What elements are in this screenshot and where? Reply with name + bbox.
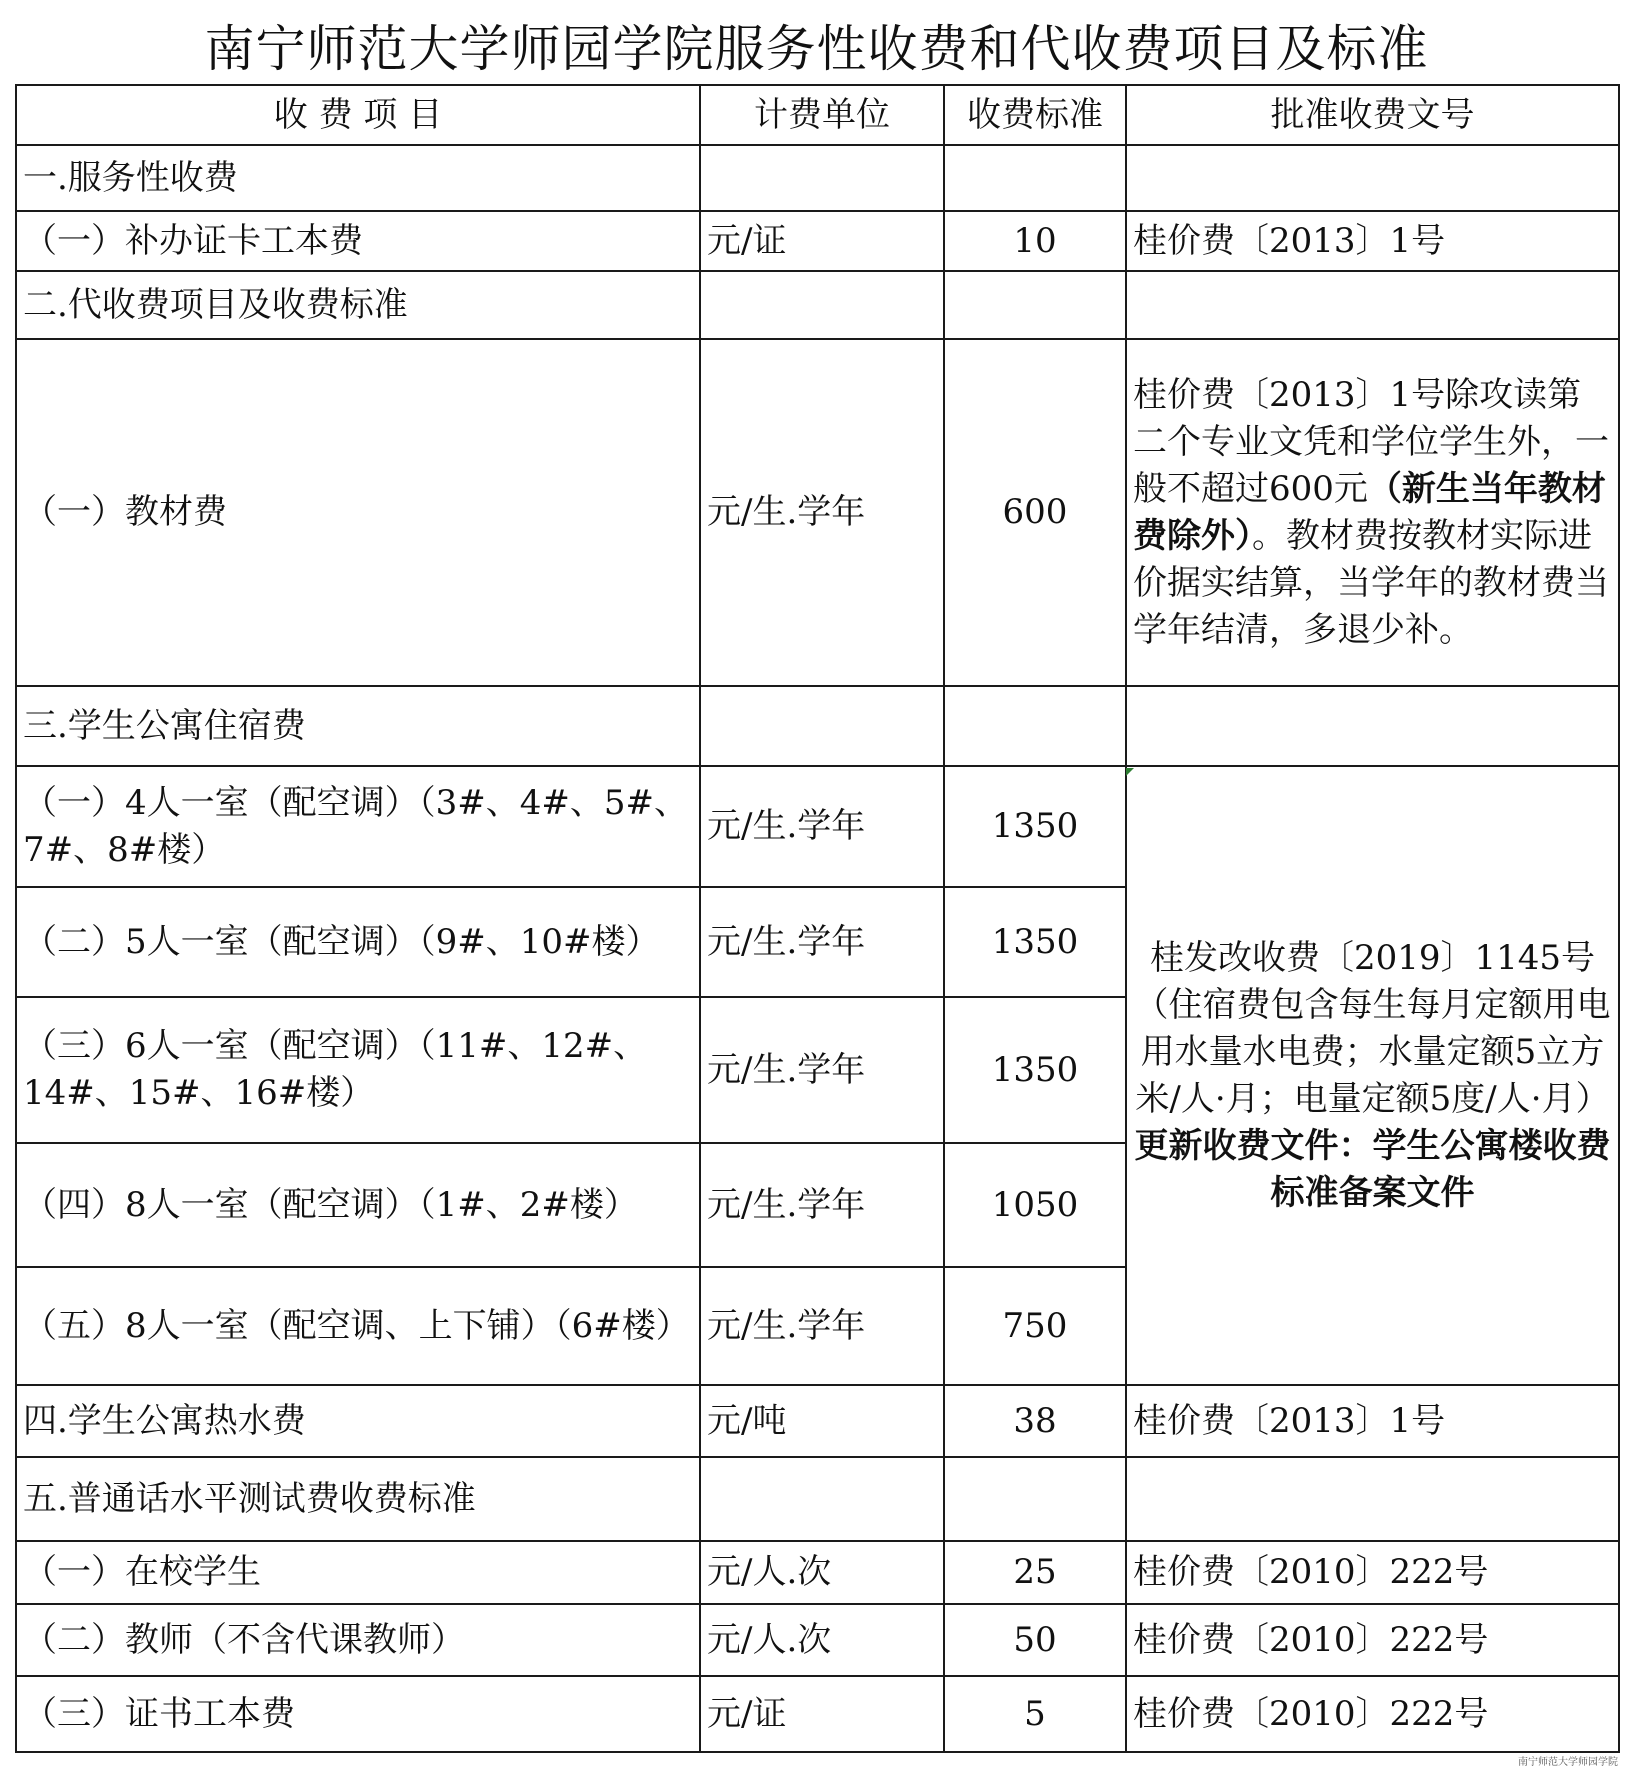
- table-row: [16, 339, 1619, 686]
- table-row: [16, 145, 1619, 211]
- table-row: [16, 1676, 1619, 1752]
- unit-cell: 元/人.次: [700, 1604, 944, 1676]
- dormitory-document-cell: [1126, 766, 1619, 1385]
- standard-cell: 38: [944, 1385, 1126, 1457]
- table-row: [16, 211, 1619, 271]
- item-cell: （三）6人一室（配空调）（11#、12#、14#、15#、16#楼）: [16, 997, 700, 1143]
- item-cell: （二）教师（不含代课教师）: [16, 1604, 700, 1676]
- header-standard: 收费标准: [944, 85, 1126, 145]
- item-cell: （一）4人一室（配空调）（3#、4#、5#、7#、8#楼）: [16, 766, 700, 887]
- section-title: 五.普通话水平测试费收费标准: [16, 1457, 700, 1541]
- table-row: [16, 1541, 1619, 1604]
- document-text: 桂发改收费〔2019〕1145号（住宿费包含每生每月定额用电用水量水电费；水量定额5立方米/人·月；电量定额5度/人·月）: [1134, 937, 1611, 1119]
- item-cell: （一）在校学生: [16, 1541, 700, 1604]
- document-emphasis: 更新收费文件：学生公寓楼收费标准备案文件: [1134, 1125, 1611, 1213]
- item-cell: （一）教材费: [16, 339, 700, 686]
- header-document: 批准收费文号: [1126, 85, 1619, 145]
- table-header-row: [16, 85, 1619, 145]
- unit-cell: 元/生.学年: [700, 1267, 944, 1385]
- unit-cell: 元/吨: [700, 1385, 944, 1457]
- table-row: [16, 1457, 1619, 1541]
- document-cell: 桂价费〔2010〕222号: [1126, 1541, 1619, 1604]
- unit-cell: 元/证: [700, 1676, 944, 1752]
- document-cell: 桂价费〔2010〕222号: [1126, 1604, 1619, 1676]
- document-cell: 桂价费〔2013〕1号: [1126, 211, 1619, 271]
- standard-cell: 5: [944, 1676, 1126, 1752]
- section-title: 二.代收费项目及收费标准: [16, 271, 700, 339]
- document-text: 。教材费按教材实际进价据实结算，当学年的教材费当学年结清，多退少补。: [1133, 515, 1609, 650]
- section-title: 四.学生公寓热水费: [16, 1385, 700, 1457]
- header-unit: 计费单位: [700, 85, 944, 145]
- document-cell: 桂价费〔2013〕1号: [1126, 1385, 1619, 1457]
- section-title: 一.服务性收费: [16, 145, 700, 211]
- standard-cell: 750: [944, 1267, 1126, 1385]
- item-cell: （一）补办证卡工本费: [16, 211, 700, 271]
- unit-cell: 元/生.学年: [700, 997, 944, 1143]
- page-title: 南宁师范大学师园学院服务性收费和代收费项目及标准: [204, 20, 1429, 78]
- standard-cell: 600: [944, 339, 1126, 686]
- fee-table: [15, 84, 1620, 1753]
- standard-cell: 1350: [944, 766, 1126, 887]
- standard-cell: 1350: [944, 887, 1126, 997]
- document-cell: 桂价费〔2010〕222号: [1126, 1676, 1619, 1752]
- standard-cell: 1350: [944, 997, 1126, 1143]
- unit-cell: 元/人.次: [700, 1541, 944, 1604]
- table-row: [16, 271, 1619, 339]
- document-emphasis: （新生当年教材费除外）: [1133, 468, 1606, 556]
- table-row: [16, 766, 1619, 887]
- table-row: [16, 1604, 1619, 1676]
- section-title: 三.学生公寓住宿费: [16, 686, 700, 766]
- item-cell: （五）8人一室（配空调、上下铺）（6#楼）: [16, 1267, 700, 1385]
- standard-cell: 1050: [944, 1143, 1126, 1267]
- cell-comment-marker: [1126, 768, 1134, 776]
- standard-cell: 25: [944, 1541, 1126, 1604]
- table-row: [16, 686, 1619, 766]
- standard-cell: 50: [944, 1604, 1126, 1676]
- item-cell: （二）5人一室（配空调）（9#、10#楼）: [16, 887, 700, 997]
- item-cell: （三）证书工本费: [16, 1676, 700, 1752]
- item-cell: （四）8人一室（配空调）（1#、2#楼）: [16, 1143, 700, 1267]
- standard-cell: 10: [944, 211, 1126, 271]
- unit-cell: 元/证: [700, 211, 944, 271]
- footer-watermark: 南宁师范大学师园学院: [1518, 1757, 1618, 1768]
- unit-cell: 元/生.学年: [700, 1143, 944, 1267]
- unit-cell: 元/生.学年: [700, 887, 944, 997]
- table-row: [16, 1385, 1619, 1457]
- unit-cell: 元/生.学年: [700, 766, 944, 887]
- document-text: 桂价费〔2013〕1号除攻读第二个专业文凭和学位学生外，一般不超过600元: [1133, 374, 1609, 509]
- header-item: 收 费 项 目: [16, 85, 700, 145]
- document-cell: [1126, 339, 1619, 686]
- unit-cell: 元/生.学年: [700, 339, 944, 686]
